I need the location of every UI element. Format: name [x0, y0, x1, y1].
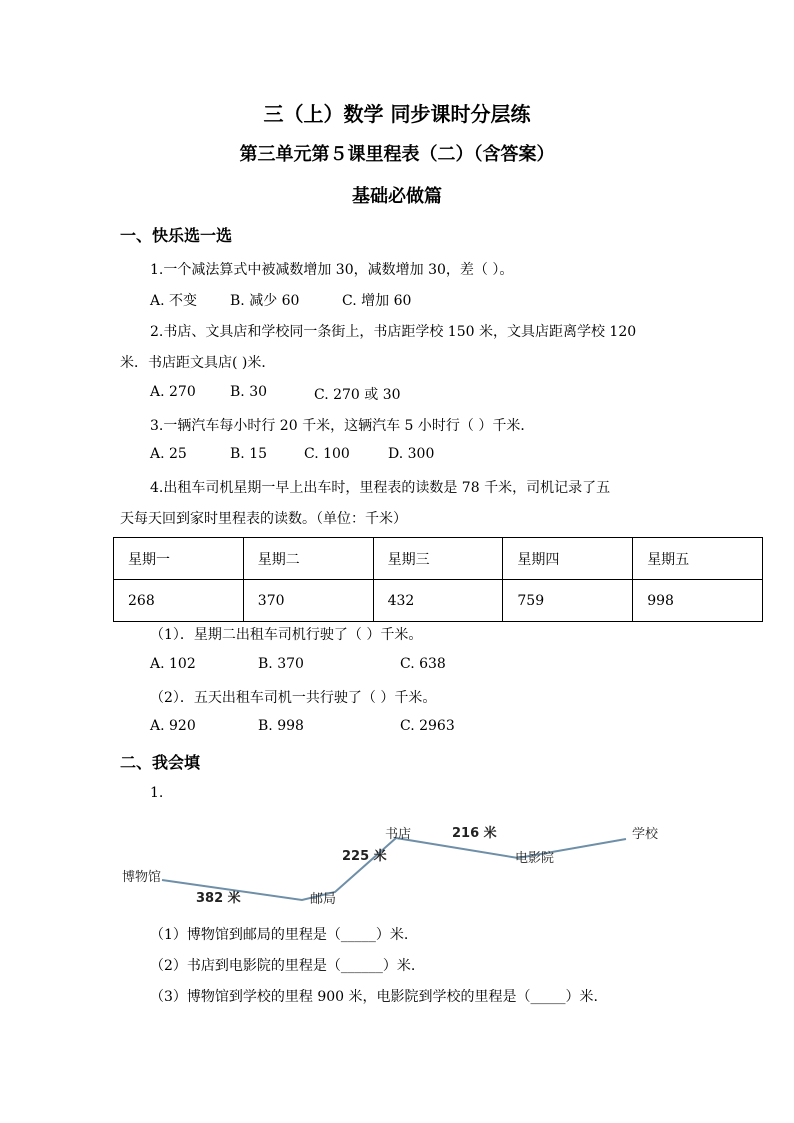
q2-stem-line1: 2.书店、文具店和学校同一条街上，书店距学校 150 米，文具店距离学校 120 — [150, 324, 637, 340]
distance-museum-post: 382 米 — [196, 891, 241, 906]
q3-option-b: B. 15 — [230, 446, 268, 462]
q3-stem: 3.一辆汽车每小时行 20 千米，这辆汽车 5 小时行（ ）千米． — [150, 418, 535, 434]
q2-option-b: B. 30 — [230, 384, 268, 400]
place-school: 学校 — [632, 827, 659, 842]
q4-stem-line2: 天每天回到家时里程表的读数。（单位：千米） — [120, 511, 407, 527]
odometer-header-cell: 星期四 — [503, 538, 633, 580]
odometer-value-cell: 370 — [243, 580, 373, 622]
document-title: 三（上）数学 同步课时分层练 — [263, 102, 531, 126]
distance-post-bookstore: 225 米 — [342, 849, 387, 864]
document-subtitle: 第三单元第５课里程表（二）（含答案） — [239, 144, 555, 165]
q4-sub2-option-c: C. 2963 — [400, 718, 455, 734]
odometer-table — [113, 537, 763, 622]
q3-option-c: C. 100 — [304, 446, 350, 462]
q2-option-a: A. 270 — [150, 384, 196, 400]
odometer-value-cell: 432 — [373, 580, 503, 622]
s2-q1-item2: （2）书店到电影院的里程是（______）米. — [150, 958, 416, 974]
odometer-value-cell: 998 — [633, 580, 763, 622]
place-post-office: 邮局 — [310, 892, 337, 907]
q2-stem-line2: 米．书店距文具店( )米． — [120, 355, 276, 371]
distance-bookstore-cinema: 216 米 — [452, 826, 497, 841]
odometer-header-row — [114, 538, 763, 580]
odometer-header-cell: 星期三 — [373, 538, 503, 580]
q4-sub1-stem: （1）．星期二出租车司机行驶了（ ）千米。 — [150, 627, 423, 643]
q4-sub2-option-a: A. 920 — [150, 718, 196, 734]
q3-option-a: A. 25 — [150, 446, 187, 462]
q4-stem-line1: 4.出租车司机星期一早上出车时，里程表的读数是 78 千米，司机记录了五 — [150, 480, 611, 496]
place-museum: 博物馆 — [122, 870, 162, 885]
q2-option-c: C. 270 或 30 — [314, 387, 401, 403]
q4-sub1-option-a: A. 102 — [150, 656, 196, 672]
route-map — [110, 815, 670, 910]
q1-option-b: B. 减少 60 — [230, 293, 300, 309]
section2-heading: 二、我会填 — [120, 753, 201, 772]
s2-q1-item3: （3）博物馆到学校的里程 900 米，电影院到学校的里程是（_____）米. — [150, 989, 598, 1005]
q4-sub2-option-b: B. 998 — [258, 718, 304, 734]
q1-option-c: C. 增加 60 — [342, 293, 412, 309]
level-heading: 基础必做篇 — [352, 186, 442, 207]
place-cinema: 电影院 — [515, 851, 555, 866]
q4-sub2-stem: （2）．五天出租车司机一共行驶了（ ）千米。 — [150, 690, 437, 706]
odometer-header-cell: 星期五 — [633, 538, 763, 580]
q1-option-a: A. 不变 — [150, 293, 198, 309]
s2-q1-item1: （1）博物馆到邮局的里程是（_____）米. — [150, 927, 409, 943]
q4-sub1-option-c: C. 638 — [400, 656, 446, 672]
place-bookstore: 书店 — [385, 827, 412, 842]
q1-stem: 1.一个减法算式中被减数增加 30，减数增加 30，差（ ）。 — [150, 262, 514, 278]
s2-q1-number: 1. — [150, 785, 164, 801]
odometer-value-cell: 268 — [114, 580, 244, 622]
q3-option-d: D. 300 — [388, 446, 435, 462]
odometer-value-cell: 759 — [503, 580, 633, 622]
section1-heading: 一、快乐选一选 — [120, 226, 233, 245]
q4-sub1-option-b: B. 370 — [258, 656, 304, 672]
odometer-header-cell: 星期一 — [114, 538, 244, 580]
odometer-value-row — [114, 580, 763, 622]
odometer-header-cell: 星期二 — [243, 538, 373, 580]
